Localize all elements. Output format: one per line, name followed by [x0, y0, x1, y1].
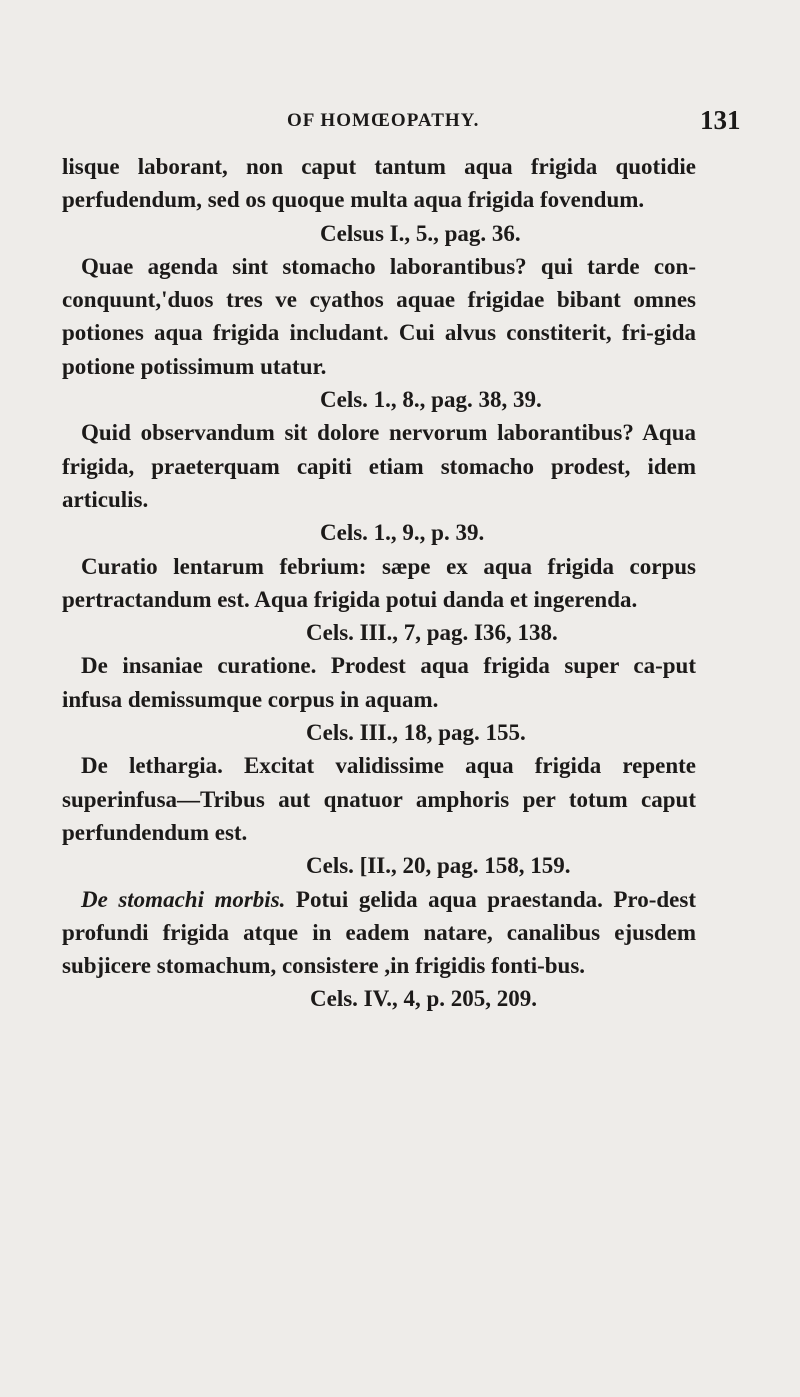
paragraph: Quid observandum sit dolore nervorum laborantibus? Aqua frigida, praeterquam capiti etiam stomacho prodest, idem articulis.: [62, 420, 696, 512]
citation: Cels. 1., 8., pag. 38, 39.: [320, 387, 542, 413]
citation: Cels. III., 18, pag. 155.: [306, 720, 526, 746]
paragraph-continuation: lisque laborant, non caput tantum aqua frigida quotidie perfudendum, sed os quoque multa aqua frigida fovendum.: [62, 154, 696, 213]
citation: Cels. III., 7, pag. I36, 138.: [306, 620, 558, 646]
citation: Cels. 1., 9., p. 39.: [320, 520, 485, 546]
citation: Cels. IV., 4, p. 205, 209.: [310, 986, 538, 1012]
paragraph: De insaniae curatione. Prodest aqua frigida super ca-put infusa demissumque corpus in aquam.: [62, 653, 696, 712]
citation: Celsus I., 5., pag. 36.: [320, 220, 521, 246]
paragraph: Quae agenda sint stomacho laborantibus? qui tarde con-conquunt,'duos tres ve cyathos aquae frigidae bibant omnes potiones aqua frigida includant. Cui alvus constiterit, fri-gida potione potissimum utatur.: [62, 253, 696, 379]
paragraph-text: Potui gelida aqua praestanda. Pro-dest profundi frigida atque in eadem natare, canalibus ejusdem subjicere stomachum, consistere ,in frigidis fonti-bus.: [62, 886, 696, 979]
citation: Cels. [II., 20, pag. 158, 159.: [306, 853, 571, 879]
italic-heading: De stomachi morbis.: [81, 886, 286, 912]
paragraph: De lethargia. Excitat validissime aqua frigida repente superinfusa—Tribus aut qnatuor amphoris per totum caput perfundendum est.: [62, 753, 696, 845]
paragraph: [62, 883, 696, 983]
page-number: 131: [700, 105, 741, 135]
running-head: OF HOMŒOPATHY.: [287, 110, 480, 131]
paragraph: Curatio lentarum febrium: sæpe ex aqua frigida corpus pertractandum est. Aqua frigida potui danda et ingerenda.: [62, 553, 696, 612]
body-text: [62, 150, 696, 1016]
page-header: [0, 104, 800, 144]
